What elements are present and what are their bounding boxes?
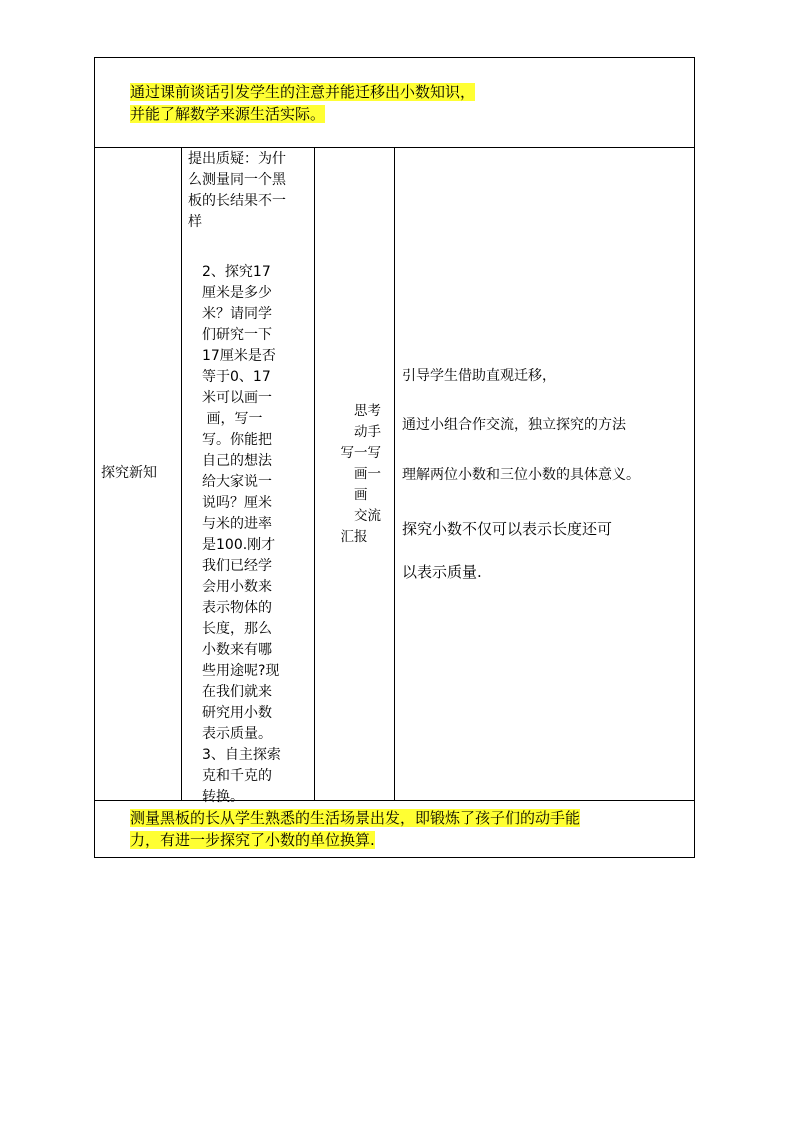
student-line: 画 xyxy=(327,487,368,503)
stage-label: 探究新知 xyxy=(101,465,157,481)
teacher-line: 会用小数来 xyxy=(188,579,272,595)
teacher-line: 说吗？厘米 xyxy=(188,495,272,511)
student-activity xyxy=(327,401,405,548)
teacher-line: 长度，那么 xyxy=(188,621,272,637)
design-intent-line-2: 通过小组合作交流，独立探究的方法 xyxy=(402,417,626,433)
design-intent-line-4: 探究小数不仅可以表示长度还可 xyxy=(402,520,613,538)
design-intent-line-3: 理解两位小数和三位小数的具体意义。 xyxy=(402,467,640,483)
teacher-line: 等于0、17 xyxy=(188,369,271,385)
row-divider-bottom xyxy=(94,800,695,801)
teacher-line: 板的长结果不一 xyxy=(188,193,286,209)
col-divider-1 xyxy=(181,147,182,800)
bottom-note-line-2: 力，有进一步探究了小数的单位换算. xyxy=(130,831,375,849)
teacher-line: 自己的想法 xyxy=(188,453,272,469)
teacher-line: 米？请同学 xyxy=(188,306,272,322)
teacher-line: 给大家说一 xyxy=(188,474,272,490)
teacher-line: 写。你能把 xyxy=(188,432,272,448)
teacher-activity xyxy=(188,149,316,808)
design-intent-line-1: 引导学生借助直观迁移， xyxy=(402,368,556,384)
teacher-line: 表示物体的 xyxy=(188,600,272,616)
teacher-line: 我们已经学 xyxy=(188,558,272,574)
teacher-line: 提出质疑：为什 xyxy=(188,151,286,167)
teacher-line: 转换。 xyxy=(188,789,244,805)
top-note-line-1: 通过课前谈话引发学生的注意并能迁移出小数知识， xyxy=(130,83,476,101)
teacher-line: 表示质量。 xyxy=(188,726,272,742)
teacher-line: 3、自主探索 xyxy=(188,747,281,763)
student-line: 动手 xyxy=(327,424,381,440)
student-line: 思考 xyxy=(327,403,381,419)
design-intent-line-5: 以表示质量. xyxy=(402,563,482,581)
teacher-line: 些用途呢?现 xyxy=(188,663,280,679)
top-note-line-2: 并能了解数学来源生活实际。 xyxy=(130,105,326,123)
teacher-line: 与米的进率 xyxy=(188,516,272,532)
teacher-line: 克和千克的 xyxy=(188,768,272,784)
teacher-line: 厘米是多少 xyxy=(188,285,272,301)
student-line: 画一 xyxy=(327,466,381,482)
student-line: 写一写 xyxy=(327,445,381,461)
teacher-line: 在我们就来 xyxy=(188,684,272,700)
teacher-line: 研究用小数 xyxy=(188,705,272,721)
bottom-note xyxy=(130,807,580,851)
teacher-line: 米可以画一 xyxy=(188,390,272,406)
student-line: 汇报 xyxy=(327,529,368,545)
teacher-line: 是100.刚才 xyxy=(188,537,276,553)
top-note xyxy=(130,81,475,125)
teacher-line: 样 xyxy=(188,214,202,230)
teacher-line: 么测量同一个黑 xyxy=(188,172,286,188)
bottom-note-line-1: 测量黑板的长从学生熟悉的生活场景出发，即锻炼了孩子们的动手能 xyxy=(130,809,581,827)
teacher-line: 画，写一 xyxy=(188,411,263,427)
teacher-line: 小数来有哪 xyxy=(188,642,272,658)
teacher-line: 17厘米是否 xyxy=(188,348,276,364)
teacher-line xyxy=(188,233,316,254)
student-line: 交流 xyxy=(327,508,381,524)
teacher-line: 2、探究17 xyxy=(188,264,271,280)
teacher-line: 们研究一下 xyxy=(188,327,272,343)
